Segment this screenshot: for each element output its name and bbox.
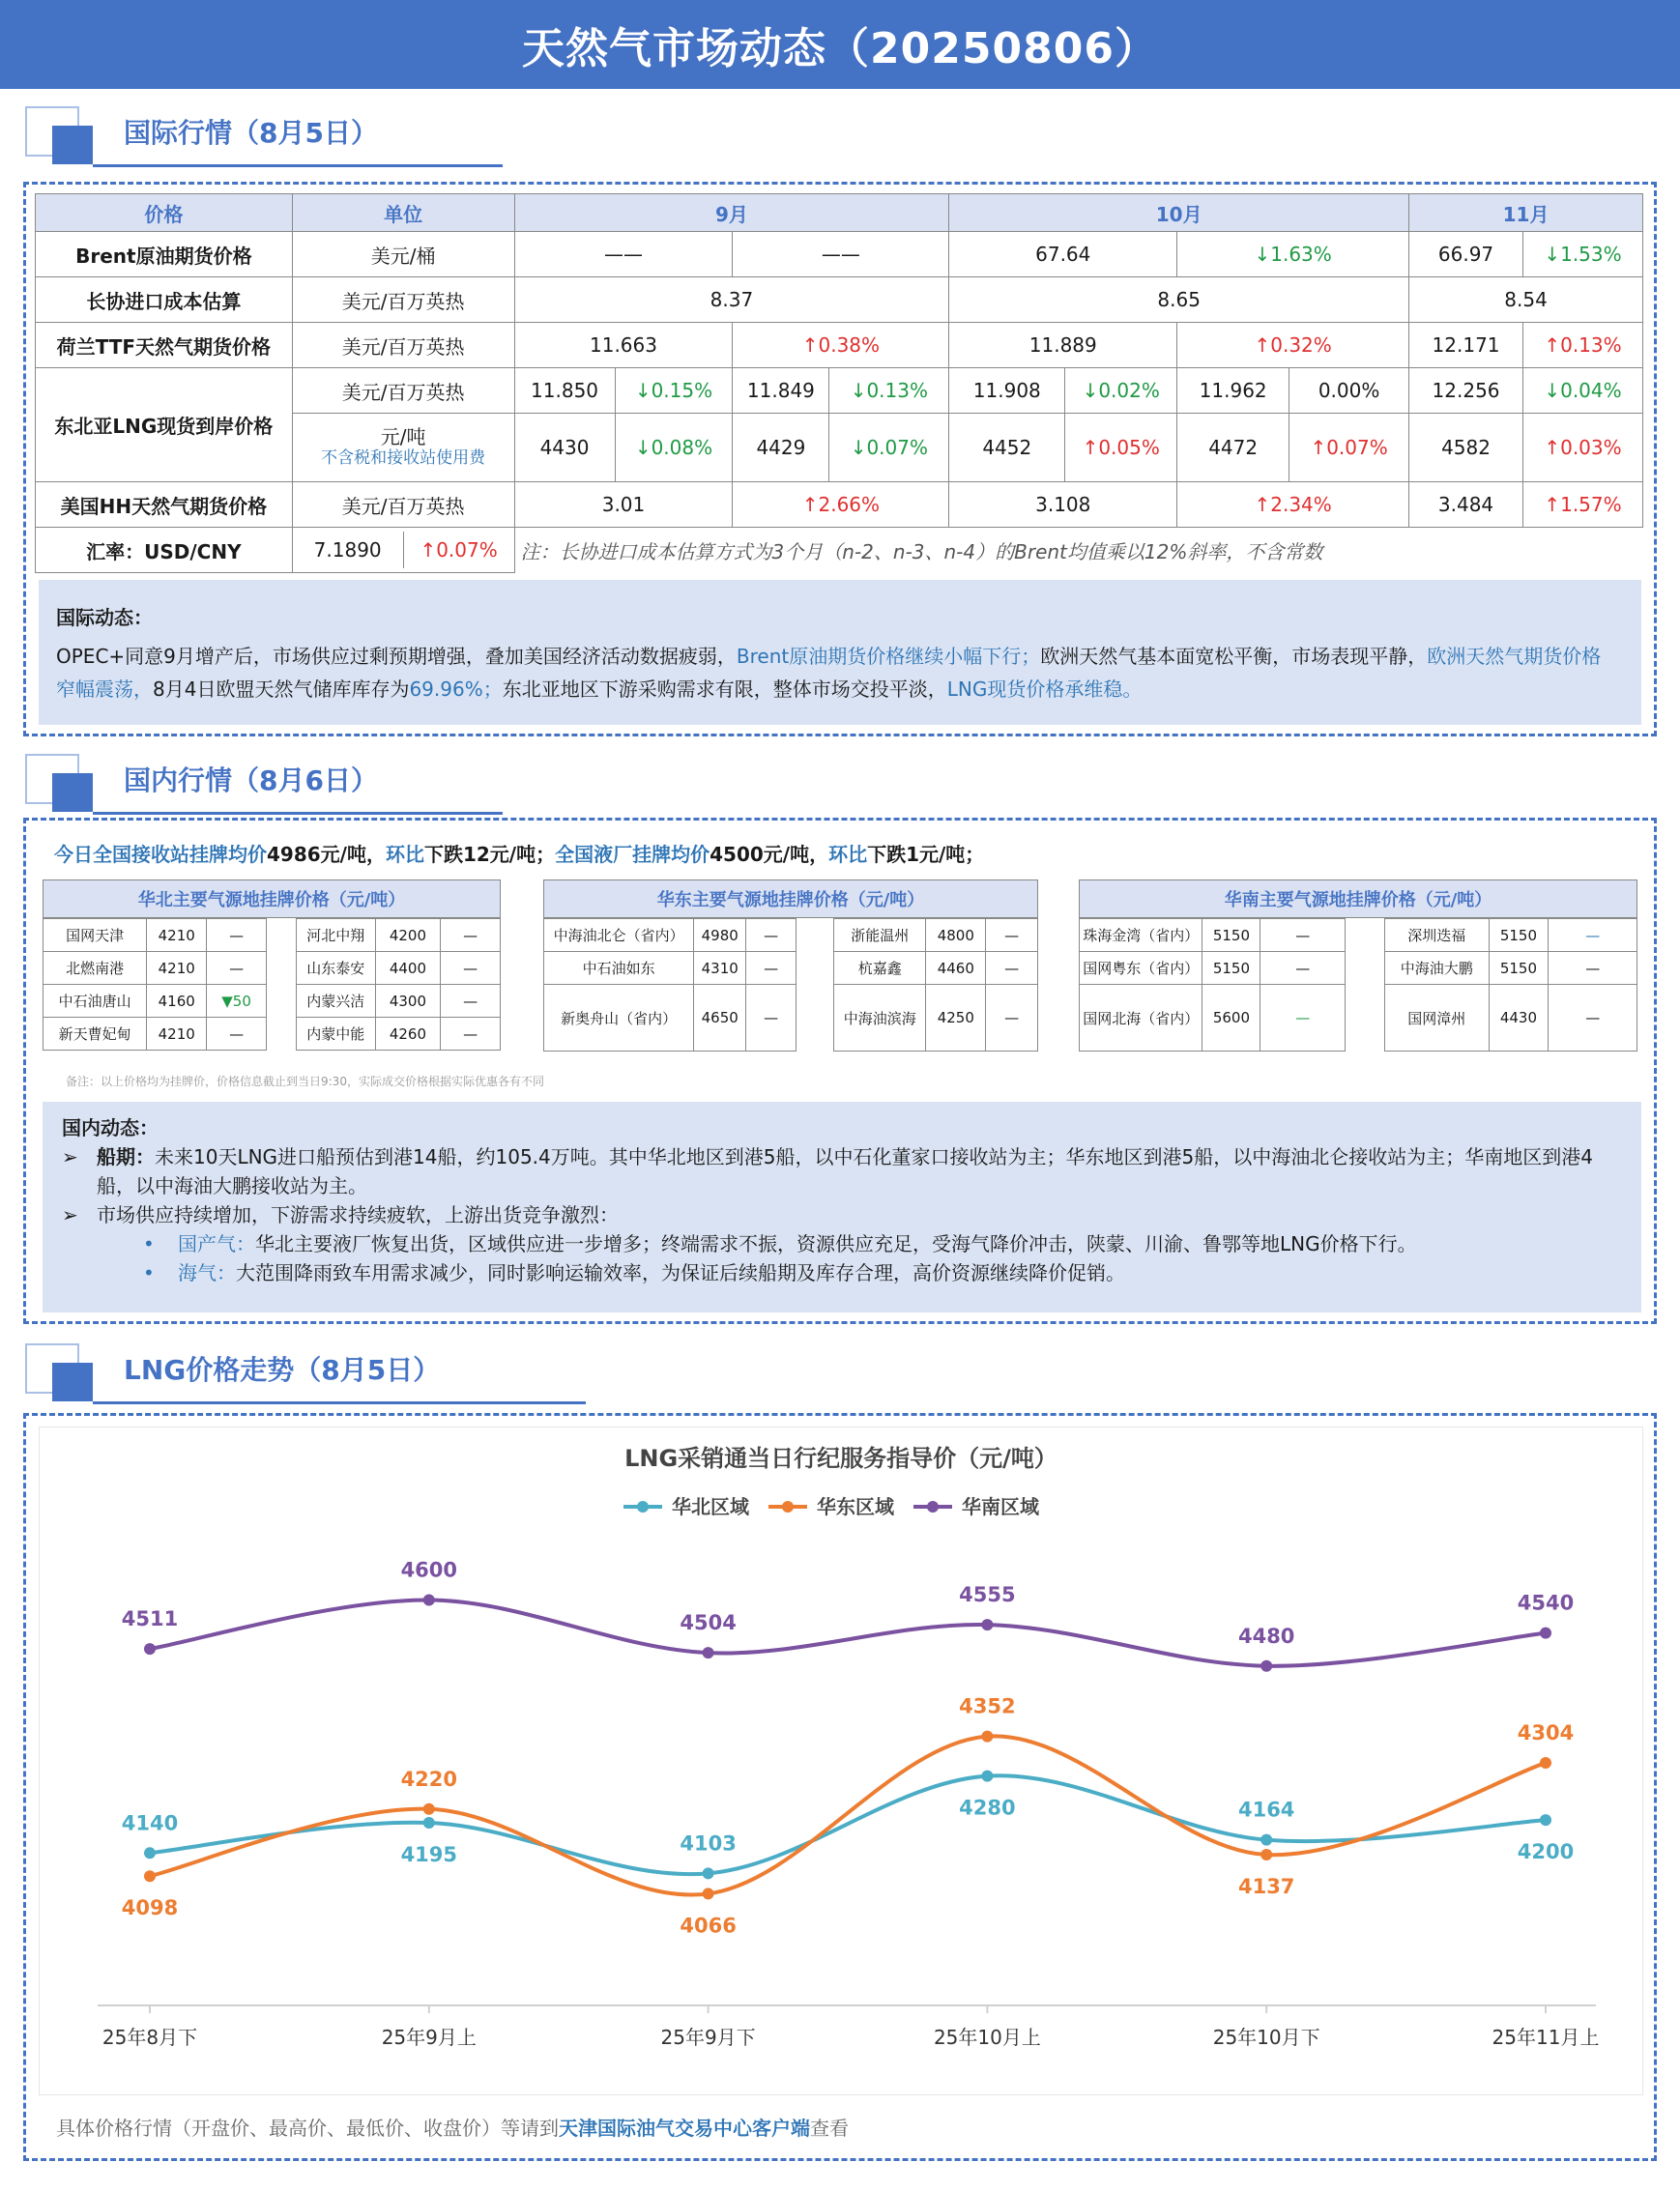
- station-price: 4260: [375, 1018, 441, 1051]
- data-label: 4511: [121, 1607, 179, 1631]
- station-price: 4300: [375, 985, 441, 1018]
- row-label: Brent原油期货价格: [36, 232, 293, 277]
- sub-label: 海气：: [178, 1261, 236, 1284]
- intl-news-heading: 国际动态：: [56, 606, 153, 629]
- data-label: 4480: [1237, 1624, 1295, 1648]
- station-price: 4210: [147, 1018, 207, 1051]
- east-table-title: 华东主要气源地挂牌价格（元/吨）: [544, 880, 1038, 918]
- cell-value: 3.484: [1409, 482, 1523, 528]
- header-month-2: 10月: [949, 194, 1409, 232]
- station-price: 4310: [694, 952, 746, 985]
- series-line: [150, 1775, 1546, 1874]
- station-name: 杭嘉鑫: [834, 952, 926, 985]
- header-month-3: 11月: [1409, 194, 1643, 232]
- x-tick-label: 25年8月下: [101, 2026, 198, 2049]
- cell-value: 8.54: [1409, 277, 1643, 323]
- south-price-table: [1079, 879, 1637, 918]
- legend-label: 华南区域: [962, 1495, 1039, 1518]
- x-tick-label: 25年9月下: [660, 2026, 756, 2049]
- station-price: 5150: [1489, 919, 1549, 952]
- south-table-title: 华南主要气源地挂牌价格（元/吨）: [1080, 880, 1637, 918]
- table-row: [36, 232, 1643, 277]
- section-square-filled-icon: [52, 126, 93, 164]
- cell-value: 12.171: [1409, 323, 1523, 368]
- sub-text: 大范围降雨致车用需求减少，同时影响运输效率，为保证后续船期及库存合理，高价资源继续降价促销。: [236, 1261, 1125, 1284]
- list-subitem: [62, 1258, 1628, 1287]
- data-label: 4098: [121, 1896, 179, 1920]
- station-name: 中石油如东: [544, 952, 694, 985]
- cell-change: ↓0.15%: [615, 368, 733, 414]
- station-name: 中石油唐山: [43, 985, 147, 1018]
- row-unit: [292, 414, 514, 482]
- cell-value: 11.889: [949, 323, 1177, 368]
- footer: [56, 2113, 849, 2141]
- cell-change: ↓0.13%: [829, 368, 949, 414]
- east-left-table: [543, 918, 797, 1052]
- table-row: [43, 985, 267, 1018]
- station-name: 中海油滨海: [834, 985, 926, 1052]
- legend-marker: [782, 1501, 794, 1513]
- station-price: 5600: [1202, 985, 1260, 1052]
- news-text: 东北亚地区下游采购需求有限，整体市场交投平淡，: [502, 677, 947, 701]
- summary-value: 4986元/吨，: [267, 843, 386, 866]
- summary-text: 环比: [828, 843, 868, 866]
- station-price: 4650: [694, 985, 746, 1052]
- cell-change: ↑0.03%: [1522, 414, 1642, 482]
- station-change: —: [207, 1018, 267, 1051]
- chart-svg: [40, 1427, 1642, 2094]
- north-price-table: [43, 879, 501, 918]
- header-unit: 单位: [292, 194, 514, 232]
- cell-value: 4472: [1177, 414, 1289, 482]
- cell-value: 67.64: [949, 232, 1177, 277]
- legend-marker: [927, 1501, 939, 1513]
- lng-price-chart: [39, 1427, 1643, 2095]
- data-point: [981, 1731, 993, 1743]
- fx-cell: [292, 528, 514, 573]
- summary-text: 全国液厂挂牌均价: [555, 843, 710, 866]
- supply-text: 市场供应持续增加，下游需求持续疲软，上游出货竞争激烈：: [97, 1203, 619, 1226]
- row-unit: 美元/桶: [292, 232, 514, 277]
- row-label: 长协进口成本估算: [36, 277, 293, 323]
- cell-value: 3.01: [514, 482, 733, 528]
- chart-title: LNG采销通当日行纪服务指导价（元/吨）: [624, 1445, 1057, 1472]
- chart-plot: [98, 1558, 1599, 2049]
- table-row: [1385, 919, 1637, 952]
- section-header-domestic: [0, 754, 580, 822]
- table-row: [43, 952, 267, 985]
- data-point: [1260, 1849, 1272, 1860]
- summary-value: 下跌1元/吨；: [867, 843, 985, 866]
- station-change: —: [207, 952, 267, 985]
- station-change: —: [441, 985, 501, 1018]
- section-square-filled-icon: [52, 773, 93, 812]
- data-point: [1540, 1757, 1551, 1769]
- station-name: 北燃南港: [43, 952, 147, 985]
- cell-value: 4582: [1409, 414, 1523, 482]
- station-price: 4250: [926, 985, 986, 1052]
- station-price: 4160: [147, 985, 207, 1018]
- list-subitem: [62, 1229, 1628, 1258]
- station-change: —: [1549, 952, 1637, 985]
- data-label: 4504: [680, 1611, 737, 1635]
- cell-change: ↓1.63%: [1177, 232, 1409, 277]
- unit-note: 不含税和接收站使用费: [321, 448, 486, 468]
- station-name: 珠海金湾（省内）: [1080, 919, 1202, 952]
- cell-change: ↑0.38%: [733, 323, 949, 368]
- legend-label: 华北区域: [672, 1495, 749, 1518]
- south-left-table: [1079, 918, 1346, 1052]
- table-row: [36, 482, 1643, 528]
- table-row: [1385, 952, 1637, 985]
- station-price: 4210: [147, 919, 207, 952]
- data-label: 4220: [400, 1767, 458, 1791]
- cell-change: ↓0.02%: [1065, 368, 1177, 414]
- data-label: 4103: [680, 1831, 737, 1856]
- station-change: —: [1260, 919, 1346, 952]
- station-change: —: [441, 952, 501, 985]
- data-label: 4540: [1517, 1591, 1575, 1615]
- table-row: [36, 323, 1643, 368]
- row-unit: 美元/百万英热: [292, 277, 514, 323]
- cell-value: 66.97: [1409, 232, 1523, 277]
- data-point: [703, 1867, 714, 1879]
- row-label: 东北亚LNG现货到岸价格: [36, 368, 293, 482]
- cell-change: ——: [733, 232, 949, 277]
- data-label: 4066: [680, 1914, 737, 1938]
- station-change: —: [986, 952, 1038, 985]
- list-item: [62, 1142, 1628, 1200]
- x-tick-label: 25年10月上: [933, 2026, 1041, 2049]
- station-price: 5150: [1489, 952, 1549, 985]
- header-price: 价格: [36, 194, 293, 232]
- cell-change: ↑1.57%: [1522, 482, 1642, 528]
- table-row: [1080, 919, 1346, 952]
- table-row: [297, 1018, 501, 1051]
- section-underline: [93, 164, 503, 167]
- station-name: 内蒙中能: [297, 1018, 376, 1051]
- station-change: ▼50: [207, 985, 267, 1018]
- station-name: 河北中翔: [297, 919, 376, 952]
- table-row: [297, 985, 501, 1018]
- south-table-body: [1079, 918, 1637, 1052]
- cell-change: ↑0.13%: [1522, 323, 1642, 368]
- east-price-table: [543, 879, 1038, 918]
- legend-label: 华东区域: [817, 1495, 894, 1518]
- station-price: 4430: [1489, 985, 1549, 1052]
- row-unit: 美元/百万英热: [292, 368, 514, 414]
- station-change: —: [746, 952, 797, 985]
- table-row: [297, 919, 501, 952]
- station-name: 中海油大鹏: [1385, 952, 1490, 985]
- station-name: 国网粤东（省内）: [1080, 952, 1202, 985]
- data-label: 4164: [1237, 1798, 1295, 1822]
- intl-price-table: [35, 193, 1643, 573]
- station-change: —: [1549, 919, 1637, 952]
- series-line: [150, 1600, 1546, 1665]
- section-underline: [93, 812, 503, 815]
- footer-link[interactable]: 天津国际油气交易中心客户端: [559, 2117, 810, 2140]
- east-table-body: [543, 918, 1038, 1052]
- table-row: [1080, 952, 1346, 985]
- section-title: LNG价格走势（8月5日）: [124, 1354, 441, 1386]
- section-square-filled-icon: [52, 1363, 93, 1401]
- cell-change: 0.00%: [1289, 368, 1409, 414]
- station-name: 浙能温州: [834, 919, 926, 952]
- cell-change: ↑2.34%: [1177, 482, 1409, 528]
- cell-change: ↑0.07%: [1289, 414, 1409, 482]
- table-row: [36, 277, 1643, 323]
- station-price: 4210: [147, 952, 207, 985]
- legend-marker: [637, 1501, 649, 1513]
- station-change: —: [986, 985, 1038, 1052]
- row-unit: 美元/百万英热: [292, 482, 514, 528]
- domestic-summary: [54, 839, 984, 867]
- section-title: 国际行情（8月5日）: [124, 117, 378, 149]
- data-label: 4195: [400, 1843, 458, 1866]
- station-change: —: [1549, 985, 1637, 1052]
- data-point: [703, 1647, 714, 1658]
- news-text: OPEC+同意9月增产后，市场供应过剩预期增强，叠加美国经济活动数据疲弱，: [56, 645, 737, 668]
- cell-value: ——: [514, 232, 733, 277]
- cell-change: ↑0.32%: [1177, 323, 1409, 368]
- section-underline: [93, 1401, 586, 1404]
- fx-value: 7.1890: [293, 532, 404, 568]
- north-table-title: 华北主要气源地挂牌价格（元/吨）: [43, 880, 501, 918]
- data-label: 4555: [959, 1583, 1016, 1607]
- station-name: 新奥舟山（省内）: [544, 985, 694, 1052]
- page-banner: [0, 0, 1680, 89]
- station-price: 5150: [1202, 919, 1260, 952]
- station-change: —: [207, 919, 267, 952]
- row-label: 美国HH天然气期货价格: [36, 482, 293, 528]
- cell-change: ↓1.53%: [1522, 232, 1642, 277]
- section-title: 国内行情（8月6日）: [124, 764, 378, 796]
- cell-change: ↑0.05%: [1065, 414, 1177, 482]
- data-label: 4352: [959, 1694, 1016, 1718]
- data-label: 4304: [1517, 1720, 1575, 1744]
- x-tick-label: 25年9月上: [381, 2026, 477, 2049]
- table-row: [1080, 985, 1346, 1052]
- chart-legend: [623, 1495, 1040, 1518]
- intl-news: [56, 601, 1614, 706]
- section-header-intl: [0, 106, 580, 174]
- station-price: 4800: [926, 919, 986, 952]
- footer-text: 具体价格行情（开盘价、最高价、最低价、收盘价）等请到: [56, 2117, 559, 2140]
- station-change: —: [441, 919, 501, 952]
- table-row: [544, 919, 797, 952]
- news-highlight: 欧洲天然气期货价格窄幅震荡，: [56, 645, 1602, 701]
- cell-change: ↑2.66%: [733, 482, 949, 528]
- cell-value: 11.962: [1177, 368, 1289, 414]
- summary-text: 今日全国接收站挂牌均价: [54, 843, 267, 866]
- cell-value: 8.37: [514, 277, 949, 323]
- series-line: [150, 1736, 1546, 1894]
- station-name: 内蒙兴洁: [297, 985, 376, 1018]
- table-row: [834, 952, 1038, 985]
- station-name: 国网天津: [43, 919, 147, 952]
- summary-text: 环比: [385, 843, 424, 866]
- data-label: 4600: [400, 1558, 458, 1582]
- domestic-news-heading: 国内动态：: [62, 1116, 159, 1139]
- data-point: [423, 1594, 435, 1605]
- data-label: 4280: [959, 1796, 1016, 1820]
- table-row: [36, 368, 1643, 414]
- station-name: 国网北海（省内）: [1080, 985, 1202, 1052]
- station-change: —: [746, 985, 797, 1052]
- station-name: 新天曹妃甸: [43, 1018, 147, 1051]
- cell-change: ↓0.04%: [1522, 368, 1642, 414]
- data-label: 4140: [121, 1811, 179, 1835]
- cell-value: 4429: [733, 414, 829, 482]
- data-point: [981, 1771, 993, 1782]
- table-row: [834, 919, 1038, 952]
- station-change: —: [1260, 952, 1346, 985]
- table-row: [43, 919, 267, 952]
- station-name: 国网漳州: [1385, 985, 1490, 1052]
- domestic-news: [62, 1113, 1628, 1287]
- cell-value: 3.108: [949, 482, 1177, 528]
- station-name: 中海油北仑（省内）: [544, 919, 694, 952]
- table-row: [544, 985, 797, 1052]
- data-point: [1540, 1628, 1551, 1639]
- table-note: 备注：以上价格均为挂牌价，价格信息截止到当日9:30，实际成交价格根据实际优惠各有不同: [66, 1075, 544, 1088]
- table-row: [36, 528, 1643, 573]
- north-left-table: [43, 918, 267, 1051]
- news-highlight: Brent原油期货价格继续小幅下行；: [736, 645, 1041, 668]
- data-point: [423, 1817, 435, 1829]
- cell-value: 11.908: [949, 368, 1065, 414]
- east-right-table: [833, 918, 1038, 1052]
- north-right-table: [296, 918, 501, 1051]
- data-point: [1540, 1814, 1551, 1826]
- data-point: [703, 1888, 714, 1899]
- cell-value: 11.849: [733, 368, 829, 414]
- row-label: 荷兰TTF天然气期货价格: [36, 323, 293, 368]
- summary-value: 4500元/吨，: [710, 843, 829, 866]
- data-label: 4200: [1517, 1840, 1575, 1864]
- data-point: [144, 1643, 156, 1655]
- station-price: 4460: [926, 952, 986, 985]
- station-change: —: [1260, 985, 1346, 1052]
- section-header-trend: [0, 1343, 619, 1411]
- station-change: —: [441, 1018, 501, 1051]
- news-text: 欧洲天然气基本面宽松平衡，市场表现平静，: [1040, 645, 1428, 668]
- table-row: [1385, 985, 1637, 1052]
- news-highlight: 69.96%；: [409, 677, 503, 701]
- station-price: 4980: [694, 919, 746, 952]
- table-row: [834, 985, 1038, 1052]
- station-price: 5150: [1202, 952, 1260, 985]
- cell-value: 4430: [514, 414, 615, 482]
- data-point: [423, 1803, 435, 1815]
- ship-text: 未来10天LNG进口船预估到港14船，约105.4万吨。其中华北地区到港5船，以中石化董家口接收站为主；华东地区到港5船，以中海油北仑接收站为主；华南地区到港4船，以中海油大鹏接收站为主。: [97, 1145, 1593, 1197]
- table-footnote: 注：长协进口成本估算方式为3个月（n-2、n-3、n-4）的Brent均值乘以12%斜率，不含常数: [520, 539, 1323, 563]
- north-table-body: [43, 918, 501, 1051]
- news-text: 8月4日欧盟天然气储库库存为: [153, 677, 410, 701]
- table-row: [297, 952, 501, 985]
- station-price: 4400: [375, 952, 441, 985]
- x-tick-label: 25年10月下: [1212, 2026, 1320, 2049]
- station-change: —: [746, 919, 797, 952]
- footer-text: 查看: [810, 2117, 849, 2140]
- data-point: [981, 1619, 993, 1630]
- cell-value: 11.850: [514, 368, 615, 414]
- list-item: [62, 1200, 1628, 1229]
- ship-label: 船期：: [97, 1145, 155, 1168]
- station-name: 山东泰安: [297, 952, 376, 985]
- x-tick-label: 25年11月上: [1492, 2026, 1600, 2049]
- data-label: 4137: [1237, 1875, 1295, 1899]
- data-point: [1260, 1834, 1272, 1846]
- data-point: [144, 1870, 156, 1882]
- cell-change: ↓0.07%: [829, 414, 949, 482]
- unit-text: 元/吨: [380, 425, 426, 448]
- south-right-table: [1384, 918, 1637, 1052]
- station-name: 深圳迭福: [1385, 919, 1490, 952]
- table-row: [544, 952, 797, 985]
- table-row: [43, 1018, 267, 1051]
- data-point: [144, 1847, 156, 1859]
- station-change: —: [986, 919, 1038, 952]
- sub-label: 国产气：: [178, 1232, 255, 1255]
- sub-text: 华北主要液厂恢复出货，区域供应进一步增多；终端需求不振，资源供应充足，受海气降价冲击，陕蒙、川渝、鲁鄂等地LNG价格下行。: [255, 1232, 1417, 1255]
- row-label: 汇率：USD/CNY: [36, 528, 293, 573]
- page-title: 天然气市场动态（20250806）: [522, 24, 1158, 73]
- cell-value: 8.65: [949, 277, 1409, 323]
- station-price: 4200: [375, 919, 441, 952]
- news-highlight: LNG现货价格承维稳。: [946, 677, 1143, 701]
- cell-value: 12.256: [1409, 368, 1523, 414]
- cell-value: 11.663: [514, 323, 733, 368]
- cell-value: 4452: [949, 414, 1065, 482]
- fx-change: ↑0.07%: [420, 538, 498, 562]
- header-month-1: 9月: [514, 194, 949, 232]
- summary-value: 下跌12元/吨；: [423, 843, 556, 866]
- cell-change: ↓0.08%: [615, 414, 733, 482]
- data-point: [1260, 1660, 1272, 1672]
- row-unit: 美元/百万英热: [292, 323, 514, 368]
